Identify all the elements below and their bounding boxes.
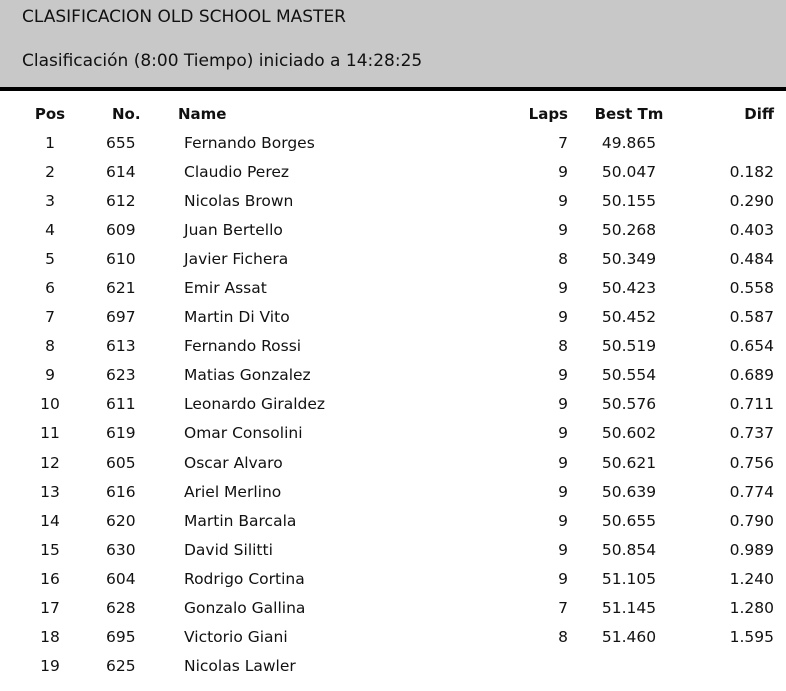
cell-laps: 7 — [558, 133, 568, 152]
cell-best-time: 50.639 — [601, 482, 657, 501]
cell-diff: 0.290 — [729, 191, 774, 210]
cell-diff: 0.989 — [729, 540, 774, 559]
cell-laps: 9 — [558, 511, 568, 530]
cell-best-time: 50.602 — [601, 424, 657, 443]
table-row — [0, 477, 786, 506]
cell-driver-name: Ariel Merlino — [184, 482, 282, 501]
cell-driver-name: Matias Gonzalez — [184, 366, 311, 385]
cell-laps: 9 — [558, 424, 568, 443]
cell-pos: 13 — [40, 482, 60, 501]
cell-pos: 12 — [40, 453, 60, 472]
table-row — [0, 448, 786, 477]
column-header-no: No. — [112, 105, 141, 123]
cell-laps: 7 — [558, 599, 568, 618]
cell-pos: 19 — [40, 657, 60, 676]
cell-best-time: 50.268 — [601, 220, 657, 239]
cell-driver-name: Gonzalo Gallina — [184, 599, 306, 618]
cell-diff: 0.737 — [729, 424, 774, 443]
cell-driver-name: Emir Assat — [184, 279, 267, 298]
cell-car-number: 611 — [106, 395, 136, 414]
table-row — [0, 303, 786, 332]
cell-best-time: 49.865 — [601, 133, 657, 152]
cell-pos: 5 — [45, 249, 55, 268]
report-subtitle: Clasificación (8:00 Tiempo) iniciado a 14:28:25 — [22, 51, 423, 71]
cell-best-time: 51.145 — [601, 599, 657, 618]
table-row — [0, 594, 786, 623]
cell-diff — [682, 652, 786, 681]
table-row — [0, 273, 786, 302]
cell-car-number: 697 — [106, 308, 136, 327]
cell-pos: 7 — [45, 308, 55, 327]
table-row — [0, 506, 786, 535]
cell-diff: 0.558 — [729, 279, 774, 298]
table-row — [0, 623, 786, 652]
table-row — [0, 332, 786, 361]
column-header-best: Best Tm — [594, 105, 664, 123]
cell-driver-name: Fernando Borges — [184, 133, 315, 152]
results-body — [0, 128, 786, 681]
cell-best-time: 50.519 — [601, 337, 657, 356]
cell-car-number: 616 — [106, 482, 136, 501]
cell-laps: 9 — [558, 191, 568, 210]
table-row — [0, 535, 786, 564]
cell-diff: 0.711 — [729, 395, 774, 414]
cell-best-time: 50.576 — [601, 395, 657, 414]
cell-laps: 9 — [558, 308, 568, 327]
cell-car-number: 620 — [106, 511, 136, 530]
cell-best-time: 50.452 — [601, 308, 657, 327]
cell-car-number: 619 — [106, 424, 136, 443]
results-table — [0, 100, 786, 681]
report-header — [0, 0, 786, 87]
cell-car-number: 621 — [106, 279, 136, 298]
cell-diff: 0.689 — [729, 366, 774, 385]
cell-diff: 0.484 — [729, 249, 774, 268]
cell-laps: 8 — [558, 628, 568, 647]
cell-car-number: 614 — [106, 162, 136, 181]
cell-laps: 9 — [558, 279, 568, 298]
cell-diff: 0.403 — [729, 220, 774, 239]
cell-car-number: 613 — [106, 337, 136, 356]
cell-driver-name: Rodrigo Cortina — [184, 569, 305, 588]
column-header-diff: Diff — [744, 105, 774, 123]
table-row — [0, 564, 786, 593]
table-row — [0, 361, 786, 390]
cell-pos: 4 — [45, 220, 55, 239]
column-header-laps: Laps — [528, 105, 568, 123]
cell-best-time: 50.423 — [601, 279, 657, 298]
cell-diff: 0.774 — [729, 482, 774, 501]
cell-diff — [682, 128, 786, 157]
cell-car-number: 623 — [106, 366, 136, 385]
cell-driver-name: Martin Barcala — [184, 511, 297, 530]
cell-car-number: 655 — [106, 133, 136, 152]
cell-car-number: 630 — [106, 540, 136, 559]
cell-laps: 9 — [558, 482, 568, 501]
cell-driver-name: Omar Consolini — [184, 424, 303, 443]
cell-laps: 9 — [558, 395, 568, 414]
table-row — [0, 186, 786, 215]
cell-car-number: 605 — [106, 453, 136, 472]
cell-laps: 8 — [558, 337, 568, 356]
cell-pos: 11 — [40, 424, 60, 443]
cell-car-number: 695 — [106, 628, 136, 647]
cell-best-time: 50.349 — [601, 249, 657, 268]
cell-driver-name: David Silitti — [184, 540, 273, 559]
cell-pos: 8 — [45, 337, 55, 356]
table-row — [0, 244, 786, 273]
cell-pos: 2 — [45, 162, 55, 181]
cell-diff: 0.654 — [729, 337, 774, 356]
cell-pos: 17 — [40, 599, 60, 618]
cell-pos: 1 — [45, 133, 55, 152]
cell-pos: 10 — [40, 395, 60, 414]
cell-best-time: 51.105 — [601, 569, 657, 588]
cell-car-number: 625 — [106, 657, 136, 676]
cell-driver-name: Nicolas Lawler — [184, 657, 296, 676]
cell-diff: 0.790 — [729, 511, 774, 530]
table-row — [0, 419, 786, 448]
table-row — [0, 215, 786, 244]
cell-best-time — [576, 652, 682, 681]
cell-driver-name: Leonardo Giraldez — [184, 395, 326, 414]
cell-car-number: 612 — [106, 191, 136, 210]
column-header-name: Name — [178, 105, 227, 123]
cell-best-time: 50.621 — [601, 453, 657, 472]
cell-laps: 9 — [558, 220, 568, 239]
header-divider — [0, 87, 786, 91]
cell-laps: 9 — [558, 540, 568, 559]
cell-pos: 6 — [45, 279, 55, 298]
cell-best-time: 50.554 — [601, 366, 657, 385]
cell-car-number: 628 — [106, 599, 136, 618]
cell-laps: 9 — [558, 366, 568, 385]
cell-driver-name: Nicolas Brown — [184, 191, 294, 210]
cell-best-time: 51.460 — [601, 628, 657, 647]
cell-driver-name: Martin Di Vito — [184, 308, 290, 327]
cell-driver-name: Claudio Perez — [184, 162, 290, 181]
report-title: CLASIFICACION OLD SCHOOL MASTER — [22, 7, 346, 27]
cell-diff: 0.587 — [729, 308, 774, 327]
table-header-row — [0, 100, 786, 128]
table-row — [0, 390, 786, 419]
cell-best-time: 50.655 — [601, 511, 657, 530]
cell-best-time: 50.854 — [601, 540, 657, 559]
cell-pos: 18 — [40, 628, 60, 647]
cell-pos: 16 — [40, 569, 60, 588]
cell-driver-name: Fernando Rossi — [184, 337, 302, 356]
table-row — [0, 128, 786, 157]
cell-diff: 0.756 — [729, 453, 774, 472]
cell-pos: 9 — [45, 366, 55, 385]
cell-laps: 8 — [558, 249, 568, 268]
cell-driver-name: Javier Fichera — [184, 249, 289, 268]
cell-diff: 1.595 — [729, 628, 774, 647]
cell-pos: 14 — [40, 511, 60, 530]
cell-driver-name: Juan Bertello — [184, 220, 283, 239]
cell-laps: 9 — [558, 453, 568, 472]
cell-driver-name: Oscar Alvaro — [184, 453, 283, 472]
cell-best-time: 50.047 — [601, 162, 657, 181]
cell-diff: 1.280 — [729, 599, 774, 618]
table-row — [0, 157, 786, 186]
cell-pos: 15 — [40, 540, 60, 559]
cell-diff: 0.182 — [729, 162, 774, 181]
column-header-pos: Pos — [34, 105, 66, 123]
cell-car-number: 604 — [106, 569, 136, 588]
cell-car-number: 610 — [106, 249, 136, 268]
cell-diff: 1.240 — [729, 569, 774, 588]
cell-laps: 9 — [558, 569, 568, 588]
cell-best-time: 50.155 — [601, 191, 657, 210]
table-row — [0, 652, 786, 681]
cell-driver-name: Victorio Giani — [184, 628, 288, 647]
cell-pos: 3 — [45, 191, 55, 210]
cell-car-number: 609 — [106, 220, 136, 239]
cell-laps: 9 — [558, 162, 568, 181]
cell-laps — [478, 652, 576, 681]
